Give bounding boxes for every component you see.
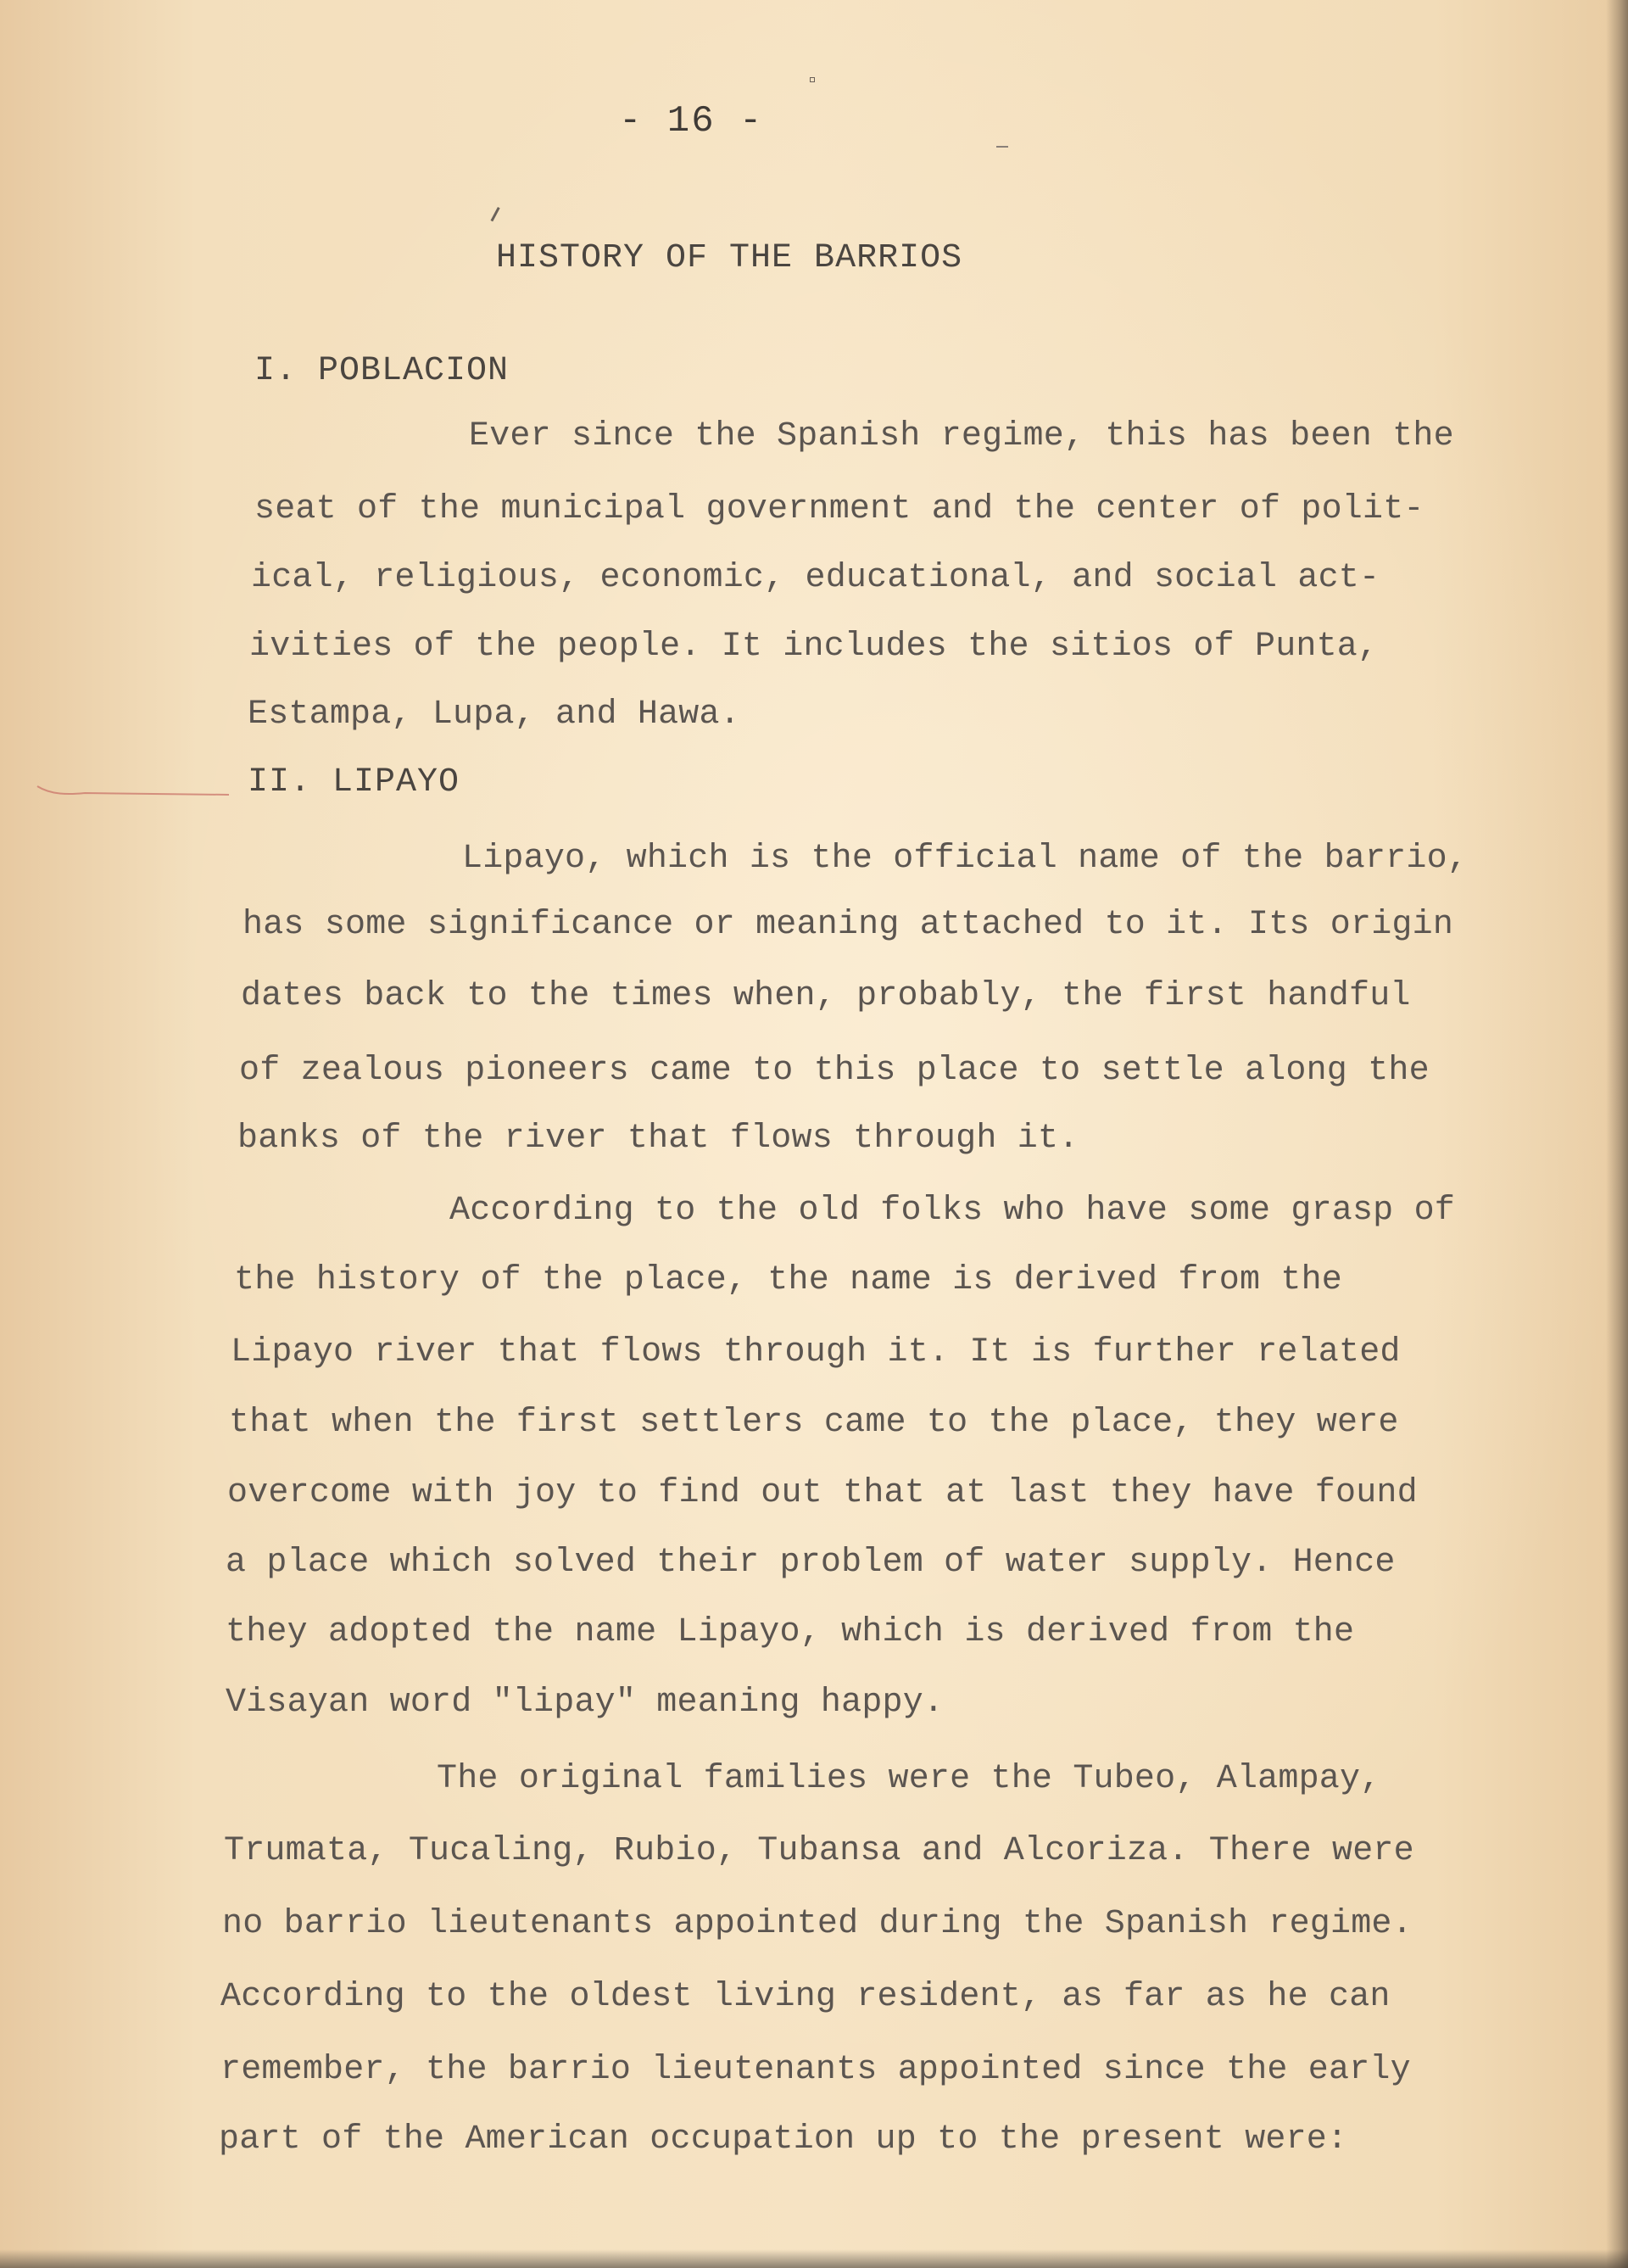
paragraph-line: The original families were the Tubeo, Alampay,: [437, 1760, 1381, 1798]
paragraph-line: Trumata, Tucaling, Rubio, Tubansa and Alcoriza. There were: [224, 1832, 1414, 1870]
red-margin-mark: [34, 776, 229, 802]
paragraph-line: the history of the place, the name is derived from the: [234, 1261, 1343, 1299]
paragraph-line: remember, the barrio lieutenants appointed since the early: [220, 2051, 1411, 2089]
paragraph-line: banks of the river that flows through it.: [237, 1120, 1079, 1158]
paragraph-line: Lipayo, which is the official name of the barrio,: [462, 840, 1468, 878]
paragraph-line: seat of the municipal government and the center of polit-: [254, 490, 1424, 528]
paragraph-line: they adopted the name Lipayo, which is derived from the: [226, 1613, 1355, 1651]
bottom-edge: [0, 2249, 1628, 2268]
paragraph-line: According to the oldest living resident, as far as he can: [220, 1978, 1391, 2016]
paragraph-line: ical, religious, economic, educational, and social act-: [251, 559, 1380, 597]
section-heading-poblacion: I. POBLACION: [254, 352, 510, 390]
paragraph-line: Ever since the Spanish regime, this has been the: [469, 417, 1454, 455]
paragraph-line: dates back to the times when, probably, the first handful: [241, 977, 1411, 1015]
paragraph-line: overcome with joy to find out that at last they have found: [227, 1474, 1418, 1512]
paragraph-line: Visayan word "lipay" meaning happy.: [226, 1684, 945, 1722]
paragraph-line: has some significance or meaning attached to it. Its origin: [243, 906, 1454, 944]
paragraph-line: According to the old folks who have some grasp of: [449, 1192, 1455, 1230]
page-edge-shadow: [1606, 0, 1628, 2268]
section-heading-lipayo: II. LIPAYO: [248, 763, 460, 802]
paragraph-line: part of the American occupation up to the present were:: [219, 2120, 1348, 2159]
paragraph-line: of zealous pioneers came to this place to settle along the: [239, 1052, 1430, 1090]
paragraph-line: Lipayo river that flows through it. It is further related: [231, 1333, 1401, 1371]
paper-speck: [810, 77, 815, 82]
page-number: - 16 -: [619, 100, 764, 142]
paragraph-line: that when the first settlers came to the place, they were: [229, 1404, 1399, 1442]
stray-mark: [996, 146, 1008, 148]
paragraph-line: Estampa, Lupa, and Hawa.: [248, 695, 740, 734]
paragraph-line: ivities of the people. It includes the sitios of Punta,: [249, 628, 1379, 666]
page-title: HISTORY OF THE BARRIOS: [496, 239, 963, 277]
pencil-tick-mark: [491, 207, 508, 226]
paragraph-line: no barrio lieutenants appointed during the Spanish regime.: [222, 1905, 1413, 1943]
paragraph-line: a place which solved their problem of water supply. Hence: [226, 1544, 1396, 1582]
